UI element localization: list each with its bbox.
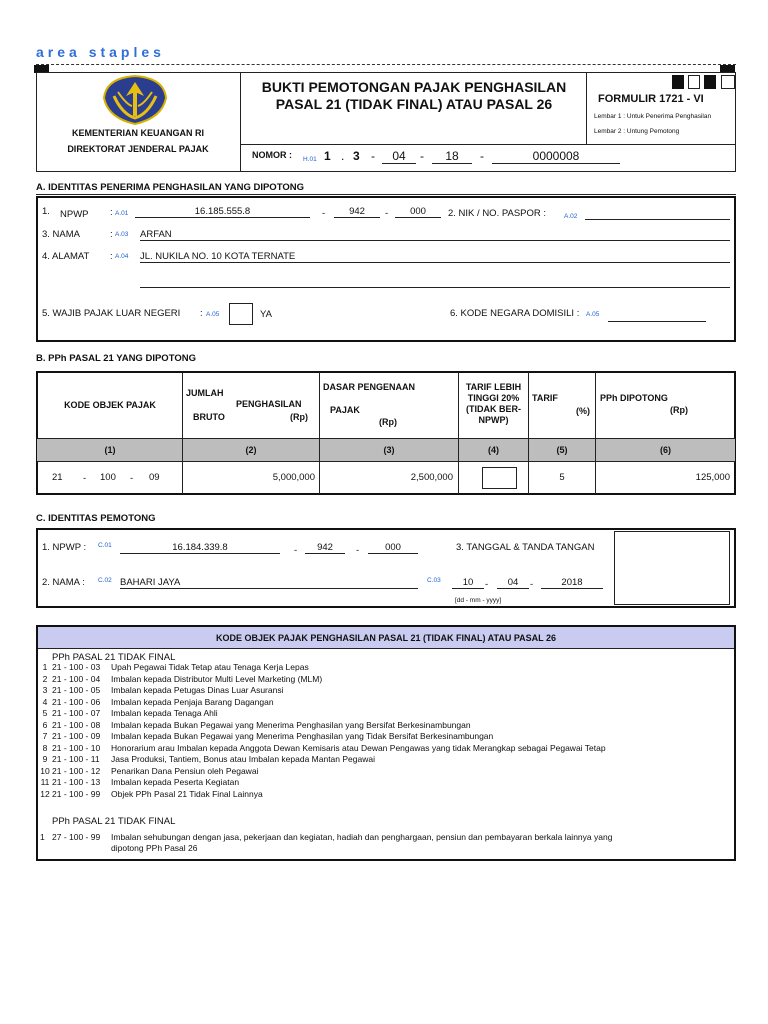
reference-item-desc: Penarikan Dana Pensiun oleh Pegawai: [111, 765, 259, 776]
b-kode-a: 21: [52, 472, 63, 483]
reference-item: [38, 662, 734, 674]
b-n2: (2): [245, 445, 257, 455]
reference-item-code: 21 - 100 - 99: [52, 788, 101, 799]
reference-item-desc: Jasa Produksi, Tantiem, Bonus atau Imbalan kepada Mantan Pegawai: [111, 754, 375, 764]
form-title-line-1: BUKTI PEMOTONGAN PAJAK PENGHASILAN: [261, 79, 567, 95]
b-h5b: (%): [576, 406, 590, 416]
a-alamat-colon: :: [110, 251, 113, 262]
reference-group-1: PPh PASAL 21 TIDAK FINAL: [52, 652, 176, 663]
nomor-1: 1: [324, 149, 331, 163]
b-h3c: (Rp): [379, 417, 397, 427]
reference-item-code: 21 - 100 - 10: [52, 742, 101, 753]
c-ttd-label: 3. TANGGAL & TANDA TANGAN: [456, 542, 595, 553]
npwp-penerima-part2[interactable]: 942: [334, 206, 380, 218]
reference-item-26-desc-1: Imbalan sehubungan dengan jasa, pekerjaan dan kegiatan, hadiah dan penghargaan, pensiun dan pembayaran berkala lainnya yang: [111, 832, 613, 842]
formulir-label: FORMULIR 1721 - VI: [598, 93, 704, 105]
b-kode-dash-1: -: [83, 473, 87, 484]
reference-item-no: 5: [42, 708, 48, 718]
b-h3a: DASAR PENGENAAN: [323, 382, 416, 392]
reference-item-code: 21 - 100 - 05: [52, 685, 101, 695]
reference-item-no: 12: [40, 788, 50, 799]
c-nama-label: 2. NAMA :: [42, 577, 85, 588]
ministry-logo: [96, 74, 174, 126]
reference-item-desc: Imbalan kepada Peserta Kegiatan: [111, 777, 240, 787]
agency-line-2: DIREKTORAT JENDERAL PAJAK: [67, 144, 209, 154]
b-n3: (3): [383, 445, 395, 455]
reference-item-26-no: 1: [40, 832, 45, 842]
reference-item: [38, 674, 734, 686]
b-h4a: TARIF LEBIH: [465, 382, 522, 392]
b-h2d: (Rp): [290, 412, 308, 422]
b-h6b: (Rp): [670, 405, 688, 415]
nomor-3: 3: [353, 149, 360, 163]
a-nik-label: 2. NIK / NO. PASPOR :: [448, 208, 547, 219]
reference-item-no: 1: [42, 662, 48, 672]
reference-item-code: 21 - 100 - 04: [52, 673, 101, 684]
a-kode-label: 6. KODE NEGARA DOMISILI :: [450, 308, 580, 319]
reference-item: [38, 731, 734, 743]
nama-penerima-field[interactable]: ARFAN: [140, 229, 730, 241]
a-wp-code: A.05: [206, 311, 220, 318]
nomor-dash-3: -: [480, 149, 484, 163]
reference-item-code: 21 - 100 - 13: [52, 777, 101, 787]
reference-item-desc: Honorarium arau Imbalan kepada Anggota Dewan Kemisaris atau Dewan Pengawas yang tidak Merangkap sebagai Pegawai Tetap: [111, 742, 606, 753]
nomor-code: H.01: [303, 156, 317, 163]
npwp-pemotong-part3[interactable]: 000: [368, 542, 418, 554]
b-tarif-value[interactable]: 5: [559, 472, 565, 483]
reference-item-code: 21 - 100 - 07: [52, 708, 101, 718]
reference-group-2: PPh PASAL 21 TIDAK FINAL: [52, 816, 176, 827]
nama-pemotong-field[interactable]: BAHARI JAYA: [120, 577, 418, 589]
reference-item-desc: Imbalan kepada Bukan Pegawai yang Menerima Penghasilan yang Bersifat Berkesinambungan: [111, 719, 471, 730]
a-alamat-label: 4. ALAMAT: [42, 251, 90, 262]
b-n4: (4): [488, 445, 499, 455]
reference-item-desc: Upah Pegawai Tidak Tetap atau Tenaga Kerja Lepas: [111, 662, 309, 672]
b-h4c: (TIDAK BER-: [466, 404, 521, 414]
b-h4b: TINGGI 20%: [467, 393, 520, 403]
a-wp-colon: :: [200, 308, 203, 319]
reference-title: KODE OBJEK PAJAK PENGHASILAN PASAL 21 (TIDAK FINAL) ATAU PASAL 26: [38, 627, 734, 649]
nomor-month: 04: [382, 149, 416, 164]
npwp-pemotong-part1[interactable]: 16.184.339.8: [120, 542, 280, 554]
tanggal-mm[interactable]: 04: [497, 577, 529, 589]
a-nama-colon: :: [110, 229, 113, 240]
a-wp-label: 5. WAJIB PAJAK LUAR NEGERI: [42, 308, 181, 319]
a-npwp-dash-1: -: [322, 208, 326, 219]
reference-item-26-code: 27 - 100 - 99: [52, 832, 101, 842]
b-pph-value[interactable]: 125,000: [695, 472, 730, 483]
c-tgl-dash-1: -: [485, 579, 489, 590]
section-a-title: A. IDENTITAS PENERIMA PENGHASILAN YANG DIPOTONG: [36, 182, 304, 193]
tanggal-dd[interactable]: 10: [452, 577, 484, 589]
b-tarif-lebih-checkbox[interactable]: [482, 467, 517, 489]
form-mark-3: [704, 75, 716, 89]
lembar-2: Lembar 2 : Untung Pemotong: [594, 128, 680, 135]
reference-item-desc: Imbalan kepada Tenaga Ahli: [111, 708, 218, 718]
reference-item-code: 21 - 100 - 09: [52, 731, 101, 741]
reference-item: [38, 720, 734, 732]
reference-item: [38, 777, 734, 789]
header-divider-left: [240, 72, 241, 172]
nomor-dash-1: -: [371, 149, 375, 163]
b-dasar-value[interactable]: 2,500,000: [410, 472, 453, 483]
npwp-penerima-part1[interactable]: 16.185.555.8: [135, 206, 310, 218]
a-npwp-label: NPWP: [60, 209, 89, 220]
b-h3b: PAJAK: [330, 405, 360, 415]
brand-watermark: area staples: [36, 44, 165, 60]
alamat-line-2[interactable]: [140, 274, 730, 288]
reference-item: [38, 789, 734, 801]
reference-item-no: 9: [42, 754, 48, 764]
reference-item: [38, 766, 734, 778]
a-npwp-colon: :: [110, 207, 113, 218]
reference-item: [38, 697, 734, 709]
b-n5: (5): [556, 445, 568, 455]
c-tgl-dash-2: -: [530, 579, 534, 590]
form-mark-1: [672, 75, 684, 89]
form-title-line-2: PASAL 21 (TIDAK FINAL) ATAU PASAL 26: [275, 96, 553, 112]
section-c-title: C. IDENTITAS PEMOTONG: [36, 513, 156, 524]
reference-list: [38, 662, 734, 800]
c-tgl-code: C.03: [427, 577, 441, 584]
section-a-rule: [36, 194, 736, 195]
reference-item-code: 21 - 100 - 06: [52, 696, 101, 707]
b-h4d: NPWP): [478, 415, 509, 425]
reference-item-desc: Objek PPh Pasal 21 Tidak Final Lainnya: [111, 788, 263, 799]
a-npwp-code: A.01: [115, 210, 129, 217]
b-kode-c: 09: [149, 472, 160, 483]
b-h2c: BRUTO: [193, 412, 225, 422]
a-nik-code: A.02: [564, 213, 578, 220]
top-divider: [36, 64, 736, 65]
a-kode-code: A.05: [586, 311, 600, 318]
reference-item-no: 11: [40, 777, 50, 787]
b-h6a: PPh DIPOTONG: [600, 393, 668, 403]
b-h2b: PENGHASILAN: [236, 399, 302, 409]
c-npwp-dash-1: -: [294, 545, 298, 556]
c-nama-code: C.02: [98, 577, 112, 584]
section-b-title: B. PPh PASAL 21 YANG DIPOTONG: [36, 353, 196, 364]
reference-item-no: 4: [42, 696, 48, 707]
c-npwp-code: C.01: [98, 542, 112, 549]
reference-item-code: 21 - 100 - 11: [52, 754, 100, 764]
b-h1: KODE OBJEK PAJAK: [64, 400, 156, 410]
a-nama-code: A.03: [115, 231, 129, 238]
reference-item-no: 6: [42, 719, 48, 730]
reference-item-no: 2: [42, 673, 48, 684]
nomor-label: NOMOR :: [252, 150, 292, 160]
reference-item-desc: Imbalan kepada Penjaja Barang Dagangan: [111, 696, 274, 707]
b-n6: (6): [660, 445, 671, 455]
b-kode-b: 100: [100, 472, 116, 483]
nomor-dot: .: [341, 149, 345, 163]
tanggal-yyyy[interactable]: 2018: [541, 577, 603, 589]
c-npwp-label: 1. NPWP :: [42, 542, 87, 553]
agency-line-1: KEMENTERIAN KEUANGAN RI: [71, 128, 204, 138]
a-wp-ya: YA: [260, 309, 272, 320]
form-mark-4: [721, 75, 735, 89]
reference-item-no: 3: [42, 685, 48, 695]
reference-item-26-desc-2: dipotong PPh Pasal 26: [111, 843, 198, 853]
reference-item: [38, 754, 734, 766]
reference-item-desc: Imbalan kepada Bukan Pegawai yang Menerima Penghasilan yang Tidak Bersifat Berkesinambungan: [111, 731, 494, 741]
form-mark-2: [688, 75, 700, 89]
nomor-year: 18: [432, 149, 472, 164]
reference-item-code: 21 - 100 - 03: [52, 662, 101, 672]
signature-box[interactable]: [614, 531, 730, 605]
reference-item-desc: Imbalan kepada Distributor Multi Level Marketing (MLM): [111, 673, 323, 684]
header-divider-right: [586, 72, 587, 144]
alamat-penerima-field[interactable]: JL. NUKILA NO. 10 KOTA TERNATE: [140, 251, 730, 263]
b-h2a: JUMLAH: [186, 388, 224, 398]
reference-item-no: 8: [42, 742, 48, 753]
nomor-sequence: 0000008: [492, 149, 620, 164]
a-nama-label: 3. NAMA: [42, 229, 81, 240]
lembar-1: Lembar 1 : Untuk Penerima Penghasilan: [594, 113, 712, 120]
reference-item-code: 21 - 100 - 12: [52, 765, 101, 776]
npwp-pemotong-part2[interactable]: 942: [305, 542, 345, 554]
b-bruto-value[interactable]: 5,000,000: [272, 472, 315, 483]
header-divider-h: [240, 144, 736, 145]
reference-item: [38, 743, 734, 755]
a-npwp-dash-2: -: [385, 208, 389, 219]
wajib-pajak-luar-negeri-checkbox[interactable]: [229, 303, 253, 325]
a-alamat-code: A.04: [115, 253, 129, 260]
reference-item-no: 7: [42, 731, 48, 741]
b-kode-dash-2: -: [130, 473, 134, 484]
reference-item-code: 21 - 100 - 08: [52, 719, 101, 730]
npwp-penerima-part3[interactable]: 000: [395, 206, 441, 218]
reference-item-no: 10: [40, 765, 50, 776]
c-npwp-dash-2: -: [356, 545, 360, 556]
nik-field[interactable]: [585, 206, 730, 220]
c-tgl-format: [dd - mm - yyyy]: [455, 597, 502, 604]
reference-item: [38, 685, 734, 697]
nomor-dash-2: -: [420, 149, 424, 163]
reference-item: [38, 708, 734, 720]
kode-negara-field[interactable]: [608, 308, 706, 322]
reference-item-desc: Imbalan kepada Petugas Dinas Luar Asuransi: [111, 685, 284, 695]
b-h5a: TARIF: [532, 393, 558, 403]
b-n1: (1): [104, 445, 116, 455]
a-npwp-number: 1.: [42, 206, 50, 217]
